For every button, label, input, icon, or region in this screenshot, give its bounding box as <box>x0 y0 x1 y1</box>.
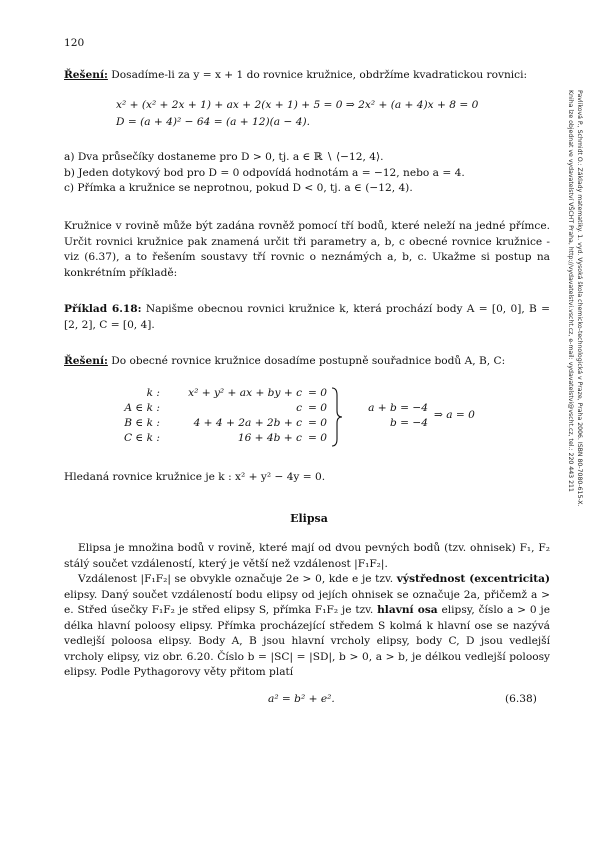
system-right-1: b = −4 <box>389 417 428 429</box>
example-6-18 <box>64 302 550 333</box>
system-left-1: A ∈ k : <box>124 402 160 414</box>
system-left-0: k : <box>146 387 160 399</box>
brace-icon <box>330 387 344 447</box>
equation-quadratic: x² + (x² + 2x + 1) + ax + 2(x + 1) + 5 = 0 ⇒ 2x² + (a + 4)x + 8 = 0 <box>116 99 479 111</box>
system-eq-1: = 0 <box>308 402 327 414</box>
system-mid-2: 4 + 4 + 2a + 2b + c <box>193 417 302 429</box>
system-mid-3: 16 + 4b + c <box>237 432 302 444</box>
system-eq-3: = 0 <box>308 432 327 444</box>
example-label: Příklad 6.18: <box>64 303 142 315</box>
case-c: c) Přímka a kružnice se neprotnou, pokud D < 0, tj. a ∈ (−12, 4). <box>64 182 413 194</box>
system-eq-2: = 0 <box>308 417 327 429</box>
paragraph-three-points: Kružnice v rovině může být zadána rovněž pomocí tří bodů, které neleží na jedné přímce. Určit rovnici kružnice pak znamená určit tři parametry a, b, c obecné rovnice kružnice - viz (6.37), a to řešením soustavy tří rovnic o neznámých a, b, c. Ukažme si postup na konkrétním příkladě: <box>64 220 550 279</box>
system-mid-1: c <box>296 402 302 414</box>
side-copyright-note <box>560 90 584 510</box>
system-right-0: a + b = −4 <box>368 402 428 414</box>
equation-number: (6.38) <box>505 693 537 705</box>
solution-1-intro <box>64 68 554 84</box>
system-mid-0: x² + y² + ax + by + c <box>188 387 302 399</box>
solution-2-text: Do obecné rovnice kružnice dosadíme postupně souřadnice bodů A, B, C: <box>107 355 506 367</box>
equation-6-38: a² = b² + e². <box>268 693 335 705</box>
para3-part-e: elipsy, číslo a > 0 je délka hlavní poloosy elipsy. Přímka procházející středem S kolmá k hlavní ose se nazývá vedlejší poloosa elipsy. Body A, B jsou hlavní vrcholy elipsy, body C, D jsou vedlejší vrcholy elipsy, viz obr. 6.20. Číslo b = |SC| = |SD|, b > 0, a > b, je délkou vedlejší poloosy elipsy. Podle Pythagorovy věty přitom platí <box>64 604 550 678</box>
para3-part-a: Vzdálenost |F₁F₂| se obvykle označuje 2e > 0, kde e je tzv. <box>78 573 397 585</box>
term-major-axis: hlavní osa <box>377 604 438 616</box>
solution-label: Řešení: <box>64 355 108 367</box>
solution-label: Řešení: <box>64 69 108 81</box>
example-text: Napišme obecnou rovnici kružnice k, která prochází body A = [0, 0], B = [2, 2], C = [0, 4]. <box>64 303 551 331</box>
equation-discriminant: D = (a + 4)² − 64 = (a + 12)(a − 4). <box>116 116 310 128</box>
case-a: a) Dva průsečíky dostaneme pro D > 0, tj. a ∈ ℝ ∖ ⟨−12, 4⟩. <box>64 151 384 163</box>
case-list <box>64 150 554 197</box>
system-eq-0: = 0 <box>308 387 327 399</box>
para3-part-c: elipsy. Daný součet vzdáleností bodu elipsy od jejích ohnisek se označuje 2a, přičemž a > e. Střed úsečky F₁F₂ je střed elipsy S, přímka F₁F₂ je tzv. <box>64 588 550 616</box>
paragraph-ellipse-definition: Elipsa je množina bodů v rovině, které mají od dvou pevných bodů (tzv. ohnisek) F₁, F₂ stálý součet vzdáleností, který je větší než vzdálenost |F₁F₂|. <box>64 542 550 570</box>
system-left-3: C ∈ k : <box>123 432 160 444</box>
section-title: Elipsa <box>290 512 328 525</box>
equation-system <box>100 387 540 457</box>
case-b: b) Jeden dotykový bod pro D = 0 odpovídá hodnotám a = −12, nebo a = 4. <box>64 166 465 179</box>
side-note-line-2: Kniha lze objednat ve vydavatelství VŠCHT Praha, http://vydavatelstvi.vscht.cz, e-mail: vydavatelstvi@vscht.cz, tel.: 220 443 211 <box>567 90 574 492</box>
system-implies: ⇒ a = 0 <box>434 409 475 421</box>
term-eccentricity: výstřednost (excentricita) <box>396 573 550 585</box>
solution-1-text: Dosadíme-li za y = x + 1 do rovnice kružnice, obdržíme kvadratickou rovnici: <box>107 69 528 81</box>
paragraph-ellipse-properties <box>64 572 550 681</box>
system-left-2: B ∈ k : <box>124 417 160 429</box>
side-note-line-1: Pavlíková P., Schmidt O.: Základy matematiky. 1. vyd. Vysoká škola chemicko-technologická v Praze, Praha 2006. ISBN 80-7080-615-X. <box>576 90 583 507</box>
solution-2-intro <box>64 354 554 370</box>
solution-2-result: Hledaná rovnice kružnice je k : x² + y² − 4y = 0. <box>64 471 326 483</box>
page-number: 120 <box>64 37 85 49</box>
